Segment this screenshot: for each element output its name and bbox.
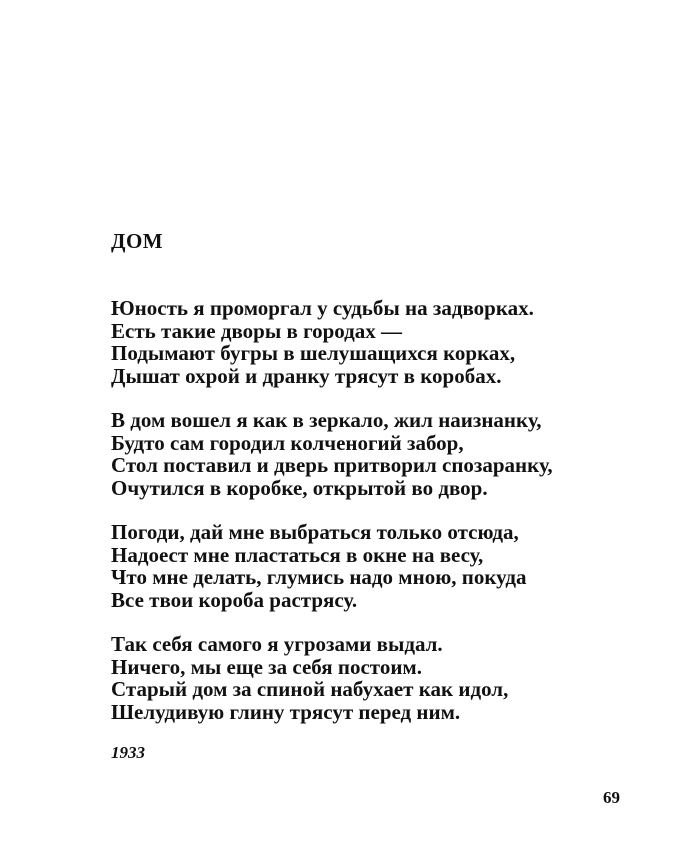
verse-line: Погоди, дай мне выбраться только отсюда, [111, 520, 519, 544]
page-number: 69 [603, 788, 620, 807]
verse-line: Шелудивую глину трясут перед ним. [111, 699, 461, 724]
verse-line: Будто сам городил колченогий забор, [111, 430, 464, 455]
verse-line: В дом вошел я как в зеркало, жил наизнанку, [111, 408, 542, 432]
verse-line: Надоест мне пластаться в окне на весу, [111, 542, 484, 567]
verse-line: Ничего, мы еще за себя постоим. [111, 654, 422, 679]
stanza-2 [111, 409, 553, 499]
verse-line: Так себя самого я угрозами выдал. [111, 632, 443, 656]
poem-date: 1933 [111, 743, 145, 762]
verse-line: Что мне делать, глумись надо мною, покуда [111, 565, 527, 589]
poem-title: ДОМ [111, 229, 164, 253]
verse-line: Подымают бугры в шелушащихся корках, [111, 341, 516, 365]
verse-line: Есть такие дворы в городах — [111, 318, 403, 343]
stanza-4 [111, 633, 508, 723]
verse-line: Дышат охрой и дранку трясут в коробах. [111, 363, 502, 388]
verse-line: Все твои короба растрясу. [111, 587, 358, 612]
verse-line: Старый дом за спиной набухает как идол, [111, 677, 509, 701]
stanza-3 [111, 521, 526, 611]
stanza-1 [111, 297, 534, 387]
verse-line: Юность я проморгал у судьбы на задворках. [111, 296, 534, 320]
verse-line: Стол поставил и дверь притворил спозаранку, [111, 453, 553, 477]
verse-line: Очутился в коробке, открытой во двор. [111, 475, 488, 500]
